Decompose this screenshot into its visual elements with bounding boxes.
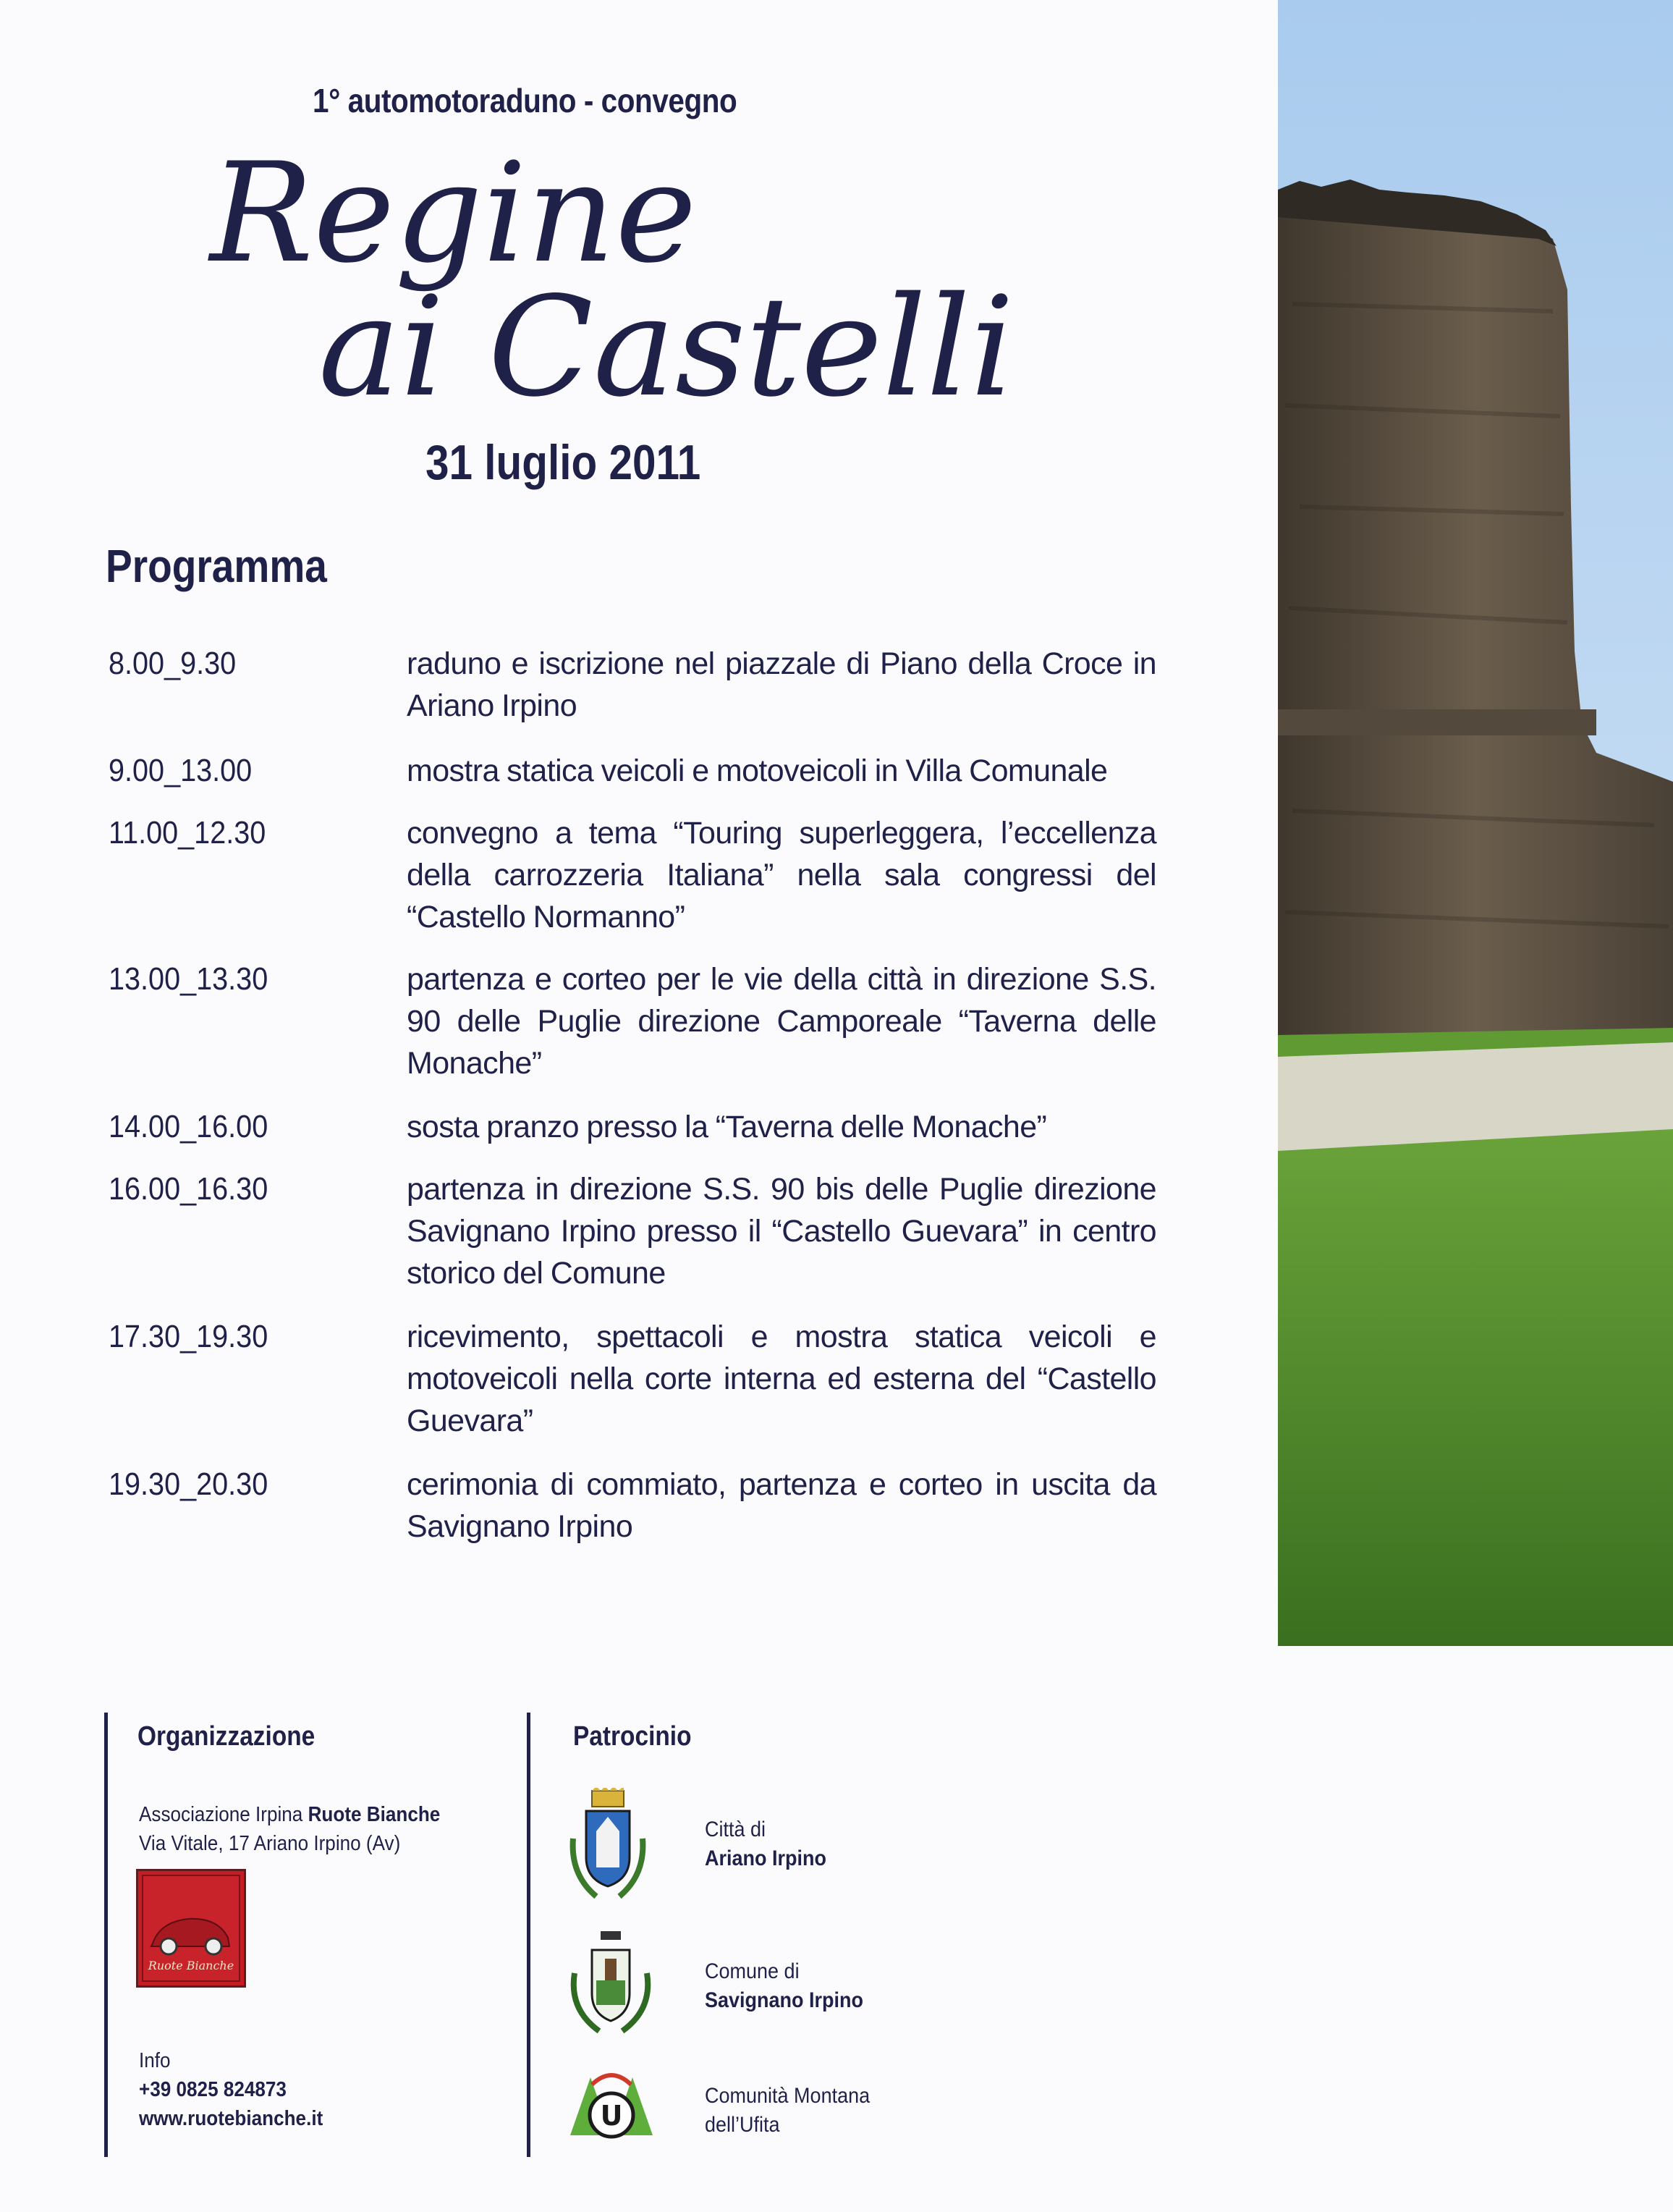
patron-3-line2: dell’Ufita xyxy=(705,2113,780,2137)
patron-2-line2: Savignano Irpino xyxy=(705,1988,864,2012)
event-subtitle: 1° automotoraduno - convegno xyxy=(313,82,737,119)
program-desc: ricevimento, spettacoli e mostra statica veicoli e motoveicoli nella corte interna ed esterna del “Castello Guevara” xyxy=(407,1320,1156,1438)
divider-right xyxy=(527,1713,530,2157)
association-brand: Ruote Bianche xyxy=(308,1803,441,1826)
title-line-1: Regine xyxy=(210,138,697,293)
info-website[interactable]: www.ruotebianche.it xyxy=(139,2107,323,2130)
ruote-bianche-logo xyxy=(136,1869,246,1988)
program-time: 14.00_16.00 xyxy=(109,1109,268,1144)
program-desc: mostra statica veicoli e motoveicoli in Villa Comunale xyxy=(407,753,1108,788)
info-label: Info xyxy=(139,2049,171,2072)
castle-photo xyxy=(1278,0,1673,1646)
divider-left xyxy=(104,1713,108,2157)
svg-text:U: U xyxy=(600,2100,623,2132)
organization-heading: Organizzazione xyxy=(137,1721,315,1752)
patron-2-line1: Comune di xyxy=(705,1959,800,1983)
event-title xyxy=(195,138,1064,427)
association-name xyxy=(139,1801,440,1828)
program-heading: Programma xyxy=(106,540,327,592)
event-date: 31 luglio 2011 xyxy=(425,435,701,490)
program-desc: sosta pranzo presso la “Taverna delle Monache” xyxy=(407,1110,1047,1144)
program-time: 17.30_19.30 xyxy=(109,1319,268,1354)
program-time: 16.00_16.30 xyxy=(109,1171,268,1207)
program-desc: raduno e iscrizione nel piazzale di Piano della Croce in Ariano Irpino xyxy=(407,646,1156,723)
logo-text: Ruote Bianche xyxy=(148,1959,234,1972)
program-time: 19.30_20.30 xyxy=(109,1466,268,1502)
comunita-montana-trees-icon xyxy=(566,2063,657,2143)
program-desc: cerimonia di commiato, partenza e corteo in uscita da Savignano Irpino xyxy=(407,1467,1156,1544)
title-line-2: ai Castelli xyxy=(318,267,1015,427)
patronage-heading: Patrocinio xyxy=(573,1721,692,1752)
program-desc: partenza in direzione S.S. 90 bis delle Puglie direzione Savignano Irpino presso il “Castello Guevara” in centro storico del Comune xyxy=(407,1172,1156,1291)
association-address: Via Vitale, 17 Ariano Irpino (Av) xyxy=(139,1832,401,1855)
savignano-coat-of-arms-icon xyxy=(567,1930,654,2038)
info-phone: +39 0825 824873 xyxy=(139,2078,287,2101)
program-time: 8.00_9.30 xyxy=(109,646,237,681)
program-time: 13.00_13.30 xyxy=(109,961,268,997)
patron-3-line1: Comunità Montana xyxy=(705,2084,871,2108)
program-time: 11.00_12.30 xyxy=(109,815,266,850)
program-desc: convegno a tema “Touring superleggera, l’eccellenza della carrozzeria Italiana” nella sala congressi del “Castello Normanno” xyxy=(407,816,1156,934)
patron-1-line1: Città di xyxy=(705,1818,766,1841)
ariano-coat-of-arms-icon xyxy=(567,1788,648,1904)
association-prefix: Associazione Irpina xyxy=(139,1803,308,1826)
program-time: 9.00_13.00 xyxy=(109,753,253,788)
patron-1-line2: Ariano Irpino xyxy=(705,1846,827,1870)
program-desc: partenza e corteo per le vie della città in direzione S.S. 90 delle Puglie direzione Camporeale “Taverna delle Monache” xyxy=(407,962,1156,1081)
